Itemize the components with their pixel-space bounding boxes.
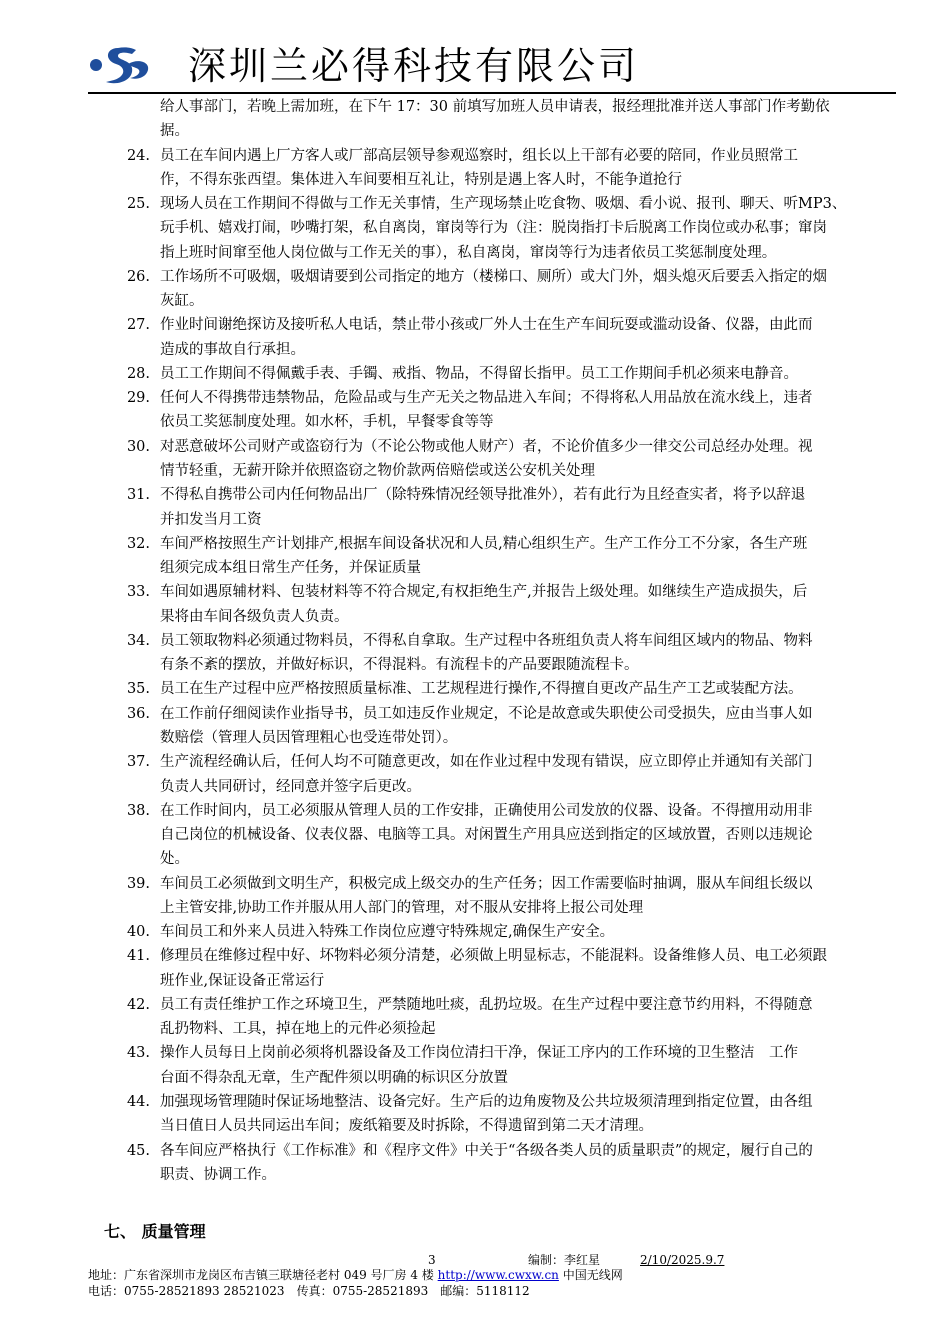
- item-text-line: 依员工奖惩制度处理。如水杯，手机，早餐零食等等: [160, 414, 494, 431]
- website-link[interactable]: http://www.cwxw.cn: [437, 1268, 559, 1282]
- item-text-line: 处。: [160, 851, 189, 868]
- item-number: 41.: [126, 948, 150, 965]
- editor: 编制：李红星: [528, 1253, 601, 1267]
- site-name: 中国无线网: [562, 1268, 623, 1282]
- item-text-line: 生产流程经确认后，任何人均不可随意更改，如在作业过程中发现有错误，应立即停止并通知有关部门: [160, 754, 813, 771]
- item-text-line: 在工作时间内，员工必须服从管理人员的工作安排，正确使用公司发放的仪器、设备。不得擅用动用非: [160, 802, 813, 819]
- item-number: 29.: [126, 390, 150, 407]
- item-text-line: 果将由车间各级负责人负责。: [160, 608, 349, 625]
- item-number: 36.: [126, 705, 150, 722]
- item-text-line: 作，不得东张西望。集体进入车间要相互礼让，特别是遇上客人时，不能争道抢行: [160, 171, 682, 188]
- item-text-line: 操作人员每日上岗前必须将机器设备及工作岗位清扫干净，保证工序内的工作环境的卫生整洁 工作: [160, 1045, 798, 1062]
- item-text-line: 数赔偿（管理人员因管理粗心也受连带处罚）。: [160, 729, 458, 746]
- page-number: 3: [428, 1253, 436, 1267]
- item-text-line: 并扣发当月工资: [160, 511, 262, 528]
- item-number: 33.: [126, 584, 150, 601]
- item-number: 27.: [126, 317, 150, 334]
- item-number: 38.: [126, 802, 150, 819]
- header-rule: [88, 92, 896, 94]
- item-text-line: 作业时间谢绝探访及接听私人电话，禁止带小孩或厂外人士在生产车间玩耍或滥动设备、仪器，由此而: [160, 317, 813, 334]
- item-text-line: 工作场所不可吸烟，吸烟请要到公司指定的地方（楼梯口、厕所）或大门外，烟头熄灭后要丢入指定的烟: [160, 268, 827, 285]
- item-number: 35.: [126, 681, 150, 698]
- item-number: 26.: [126, 268, 150, 285]
- item-number: 40.: [126, 924, 150, 941]
- item-text-line: 现场人员在工作期间不得做与工作无关事情，生产现场禁止吃食物、吸烟、看小说、报刊、聊天、听MP3、: [160, 196, 847, 213]
- item-text-line: 修理员在维修过程中好、坏物料必须分清楚，必须做上明显标志，不能混料。设备维修人员、电工必须跟: [160, 948, 827, 965]
- item-number: 31.: [126, 487, 150, 504]
- item-number: 25.: [126, 196, 150, 213]
- item-number: 37.: [126, 754, 150, 771]
- item-text-line: 各车间应严格执行《工作标准》和《程序文件》中关于“各级各类人员的质量职责”的规定，履行自己的: [160, 1142, 813, 1159]
- item-text-line: 当日值日人员共同运出车间；废纸箱要及时拆除，不得遗留到第二天才清理。: [160, 1118, 653, 1135]
- item-text-line: 员工在车间内遇上厂方客人或厂部高层领导参观巡察时，组长以上干部有必要的陪同，作业员照常工: [160, 147, 798, 164]
- item-text-line: 员工领取物料必须通过物料员，不得私自拿取。生产过程中各班组负责人将车间组区域内的物品、物料: [160, 632, 813, 649]
- item-number: 42.: [126, 996, 150, 1013]
- item-text-line: 员工有责任维护工作之环境卫生，严禁随地吐痰，乱扔垃圾。在生产过程中要注意节约用料，不得随意: [160, 996, 813, 1013]
- item-text-line: 班作业,保证设备正常运行: [160, 972, 325, 989]
- section-heading: 七、 质量管理: [104, 1222, 206, 1241]
- continuation-line: 给人事部门，若晚上需加班，在下午 17：30 前填写加班人员申请表，报经理批准并送人事部门作考勤依: [160, 99, 830, 115]
- page-header: [88, 40, 896, 92]
- item-text-line: 情节轻重，无薪开除并依照盗窃之物价款两倍赔偿或送公安机关处理: [160, 463, 595, 479]
- item-number: 32.: [126, 535, 150, 552]
- item-text-line: 组须完成本组日常生产任务，并保证质量: [160, 560, 421, 577]
- company-name: 深圳兰必得科技有限公司: [188, 44, 640, 88]
- company-logo: [88, 44, 152, 86]
- item-text-line: 台面不得杂乱无章，生产配件须以明确的标识区分放置: [160, 1069, 508, 1086]
- item-number: 44.: [126, 1094, 150, 1111]
- item-number: 30.: [126, 438, 150, 455]
- address-text: 地址：广东省深圳市龙岗区布吉镇三联塘径老村 049 号厂房 4 楼: [88, 1268, 434, 1282]
- item-number: 28.: [126, 365, 150, 382]
- footer-contact: 电话：0755-28521893 28521023 传真：0755-28521893 邮编：5118112: [88, 1284, 530, 1298]
- item-text-line: 在工作前仔细阅读作业指导书，员工如违反作业规定，不论是故意或失职使公司受损失，应由当事人如: [160, 705, 813, 722]
- item-text-line: 车间员工必须做到文明生产，积极完成上级交办的生产任务；因工作需要临时抽调，服从车间组长级以: [160, 875, 813, 892]
- item-text-line: 有条不紊的摆放，并做好标识，不得混料。有流程卡的产品要跟随流程卡。: [160, 657, 639, 674]
- footer-address: [88, 1267, 623, 1283]
- item-text-line: 不得私自携带公司内任何物品出厂（除特殊情况经领导批准外），若有此行为且经查实者，将予以辞退: [160, 487, 806, 504]
- item-text-line: 指上班时间窜至他人岗位做与工作无关的事），私自离岗，窜岗等行为违者依员工奖惩制度处理。: [160, 244, 777, 261]
- item-text-line: 灰缸。: [160, 293, 204, 310]
- item-text-line: 员工在生产过程中应严格按照质量标准、工艺规程进行操作,不得擅自更改产品生产工艺或装配方法。: [160, 681, 803, 698]
- item-number: 34.: [126, 632, 150, 649]
- document-date: 2/10/2025.9.7: [640, 1253, 725, 1267]
- item-text-line: 负责人共同研讨，经同意并签字后更改。: [160, 778, 421, 795]
- item-text-line: 玩手机、嬉戏打闹，吵嘴打架，私自离岗，窜岗等行为（注：脱岗指打卡后脱离工作岗位或办私事；窜岗: [160, 220, 827, 237]
- item-text-line: 车间严格按照生产计划排产,根据车间设备状况和人员,精心组织生产。生产工作分工不分家，各生产班: [160, 535, 808, 552]
- item-text-line: 任何人不得携带违禁物品，危险品或与生产无关之物品进入车间；不得将私人用品放在流水线上，违者: [160, 390, 813, 407]
- item-text-line: 加强现场管理随时保证场地整洁、设备完好。生产后的边角废物及公共垃圾须清理到指定位置，由各组: [160, 1094, 813, 1111]
- item-text-line: 造成的事故自行承担。: [160, 341, 305, 358]
- item-text-line: 车间员工和外来人员进入特殊工作岗位应遵守特殊规定,确保生产安全。: [160, 924, 615, 941]
- item-number: 45.: [126, 1142, 150, 1159]
- item-text-line: 上主管安排,协助工作并服从用人部门的管理，对不服从安排将上报公司处理: [160, 899, 644, 916]
- item-text-line: 职责、协调工作。: [160, 1166, 276, 1183]
- item-number: 43.: [126, 1045, 150, 1062]
- continuation-line: 据。: [160, 123, 189, 139]
- item-text-line: 员工工作期间不得佩戴手表、手镯、戒指、物品，不得留长指甲。员工工作期间手机必须来电静音。: [160, 365, 798, 382]
- item-number: 24.: [126, 147, 150, 164]
- item-text-line: 乱扔物料、工具，掉在地上的元件必须捡起: [160, 1021, 436, 1038]
- item-text-line: 自己岗位的机械设备、仪表仪器、电脑等工具。对闲置生产用具应送到指定的区域放置，否则以违规论: [160, 827, 813, 844]
- item-text-line: 对恶意破坏公司财产或盗窃行为（不论公物或他人财产）者，不论价值多少一律交公司总经办处理。视: [160, 438, 813, 455]
- item-text-line: 车间如遇原辅材料、包装材料等不符合规定,有权拒绝生产,并报告上级处理。如继续生产造成损失，后: [160, 584, 808, 601]
- item-number: 39.: [126, 875, 150, 892]
